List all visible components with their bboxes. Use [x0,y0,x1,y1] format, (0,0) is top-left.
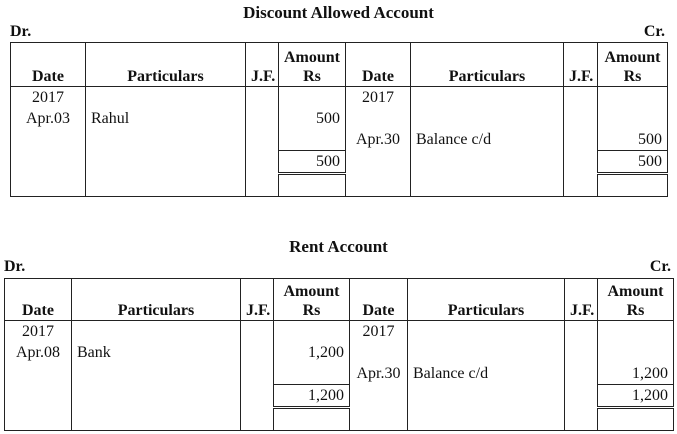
debit-total: 500 [279,151,346,174]
amount-unit: Rs [303,68,321,85]
amount-unit: Rs [623,68,642,85]
account-title: Rent Account [289,237,388,256]
debit-total: 1,200 [274,385,350,408]
header-date: Date [346,43,411,87]
table-row [11,174,668,197]
table-row [11,151,668,174]
credit-label: Cr. [643,23,665,40]
header-amount [598,279,674,321]
amount-label: Amount [604,49,661,66]
amount-label: Amount [607,283,664,300]
header-amount [598,43,668,87]
header-jf: J.F. [565,279,598,321]
amount-unit: Rs [626,302,645,319]
header-particulars: Particulars [86,43,246,87]
credit-year: 2017 [350,321,408,343]
credit-year: 2017 [346,87,411,109]
header-date: Date [11,43,86,87]
debit-amount: 1,200 [274,342,350,363]
credit-total: 500 [598,151,668,174]
credit-amount: 500 [598,129,668,151]
credit-particulars: Balance c/d [411,129,564,151]
amount-unit: Rs [302,302,321,319]
header-amount [274,279,350,321]
table-row [11,108,668,129]
ledger-table [10,42,668,197]
table-row [5,385,674,408]
header-jf: J.F. [246,43,279,87]
table-row [5,321,674,343]
debit-year: 2017 [5,321,72,343]
header-particulars: Particulars [408,279,565,321]
header-particulars: Particulars [72,279,241,321]
ledger-table [4,278,674,431]
credit-particulars: Balance c/d [408,363,565,385]
header-particulars: Particulars [411,43,564,87]
header-jf: J.F. [241,279,274,321]
account-title: Discount Allowed Account [243,3,434,22]
credit-date: Apr.30 [346,129,411,151]
credit-date: Apr.30 [350,363,408,385]
credit-label: Cr. [649,258,671,275]
table-row [5,342,674,363]
debit-date: Apr.03 [11,108,86,129]
credit-total: 1,200 [598,385,674,408]
amount-label: Amount [283,283,340,300]
header-amount [279,43,346,87]
credit-amount: 1,200 [598,363,674,385]
debit-amount: 500 [279,108,346,129]
debit-label: Dr. [10,23,32,40]
debit-particulars: Bank [72,342,241,363]
debit-date: Apr.08 [5,342,72,363]
debit-particulars: Rahul [86,108,246,129]
debit-label: Dr. [4,258,26,275]
debit-year: 2017 [11,87,86,109]
table-row [11,87,668,109]
table-row [11,129,668,151]
header-jf: J.F. [564,43,598,87]
amount-label: Amount [284,49,341,66]
header-date: Date [350,279,408,321]
table-row [5,363,674,385]
header-date: Date [5,279,72,321]
table-row [5,408,674,431]
